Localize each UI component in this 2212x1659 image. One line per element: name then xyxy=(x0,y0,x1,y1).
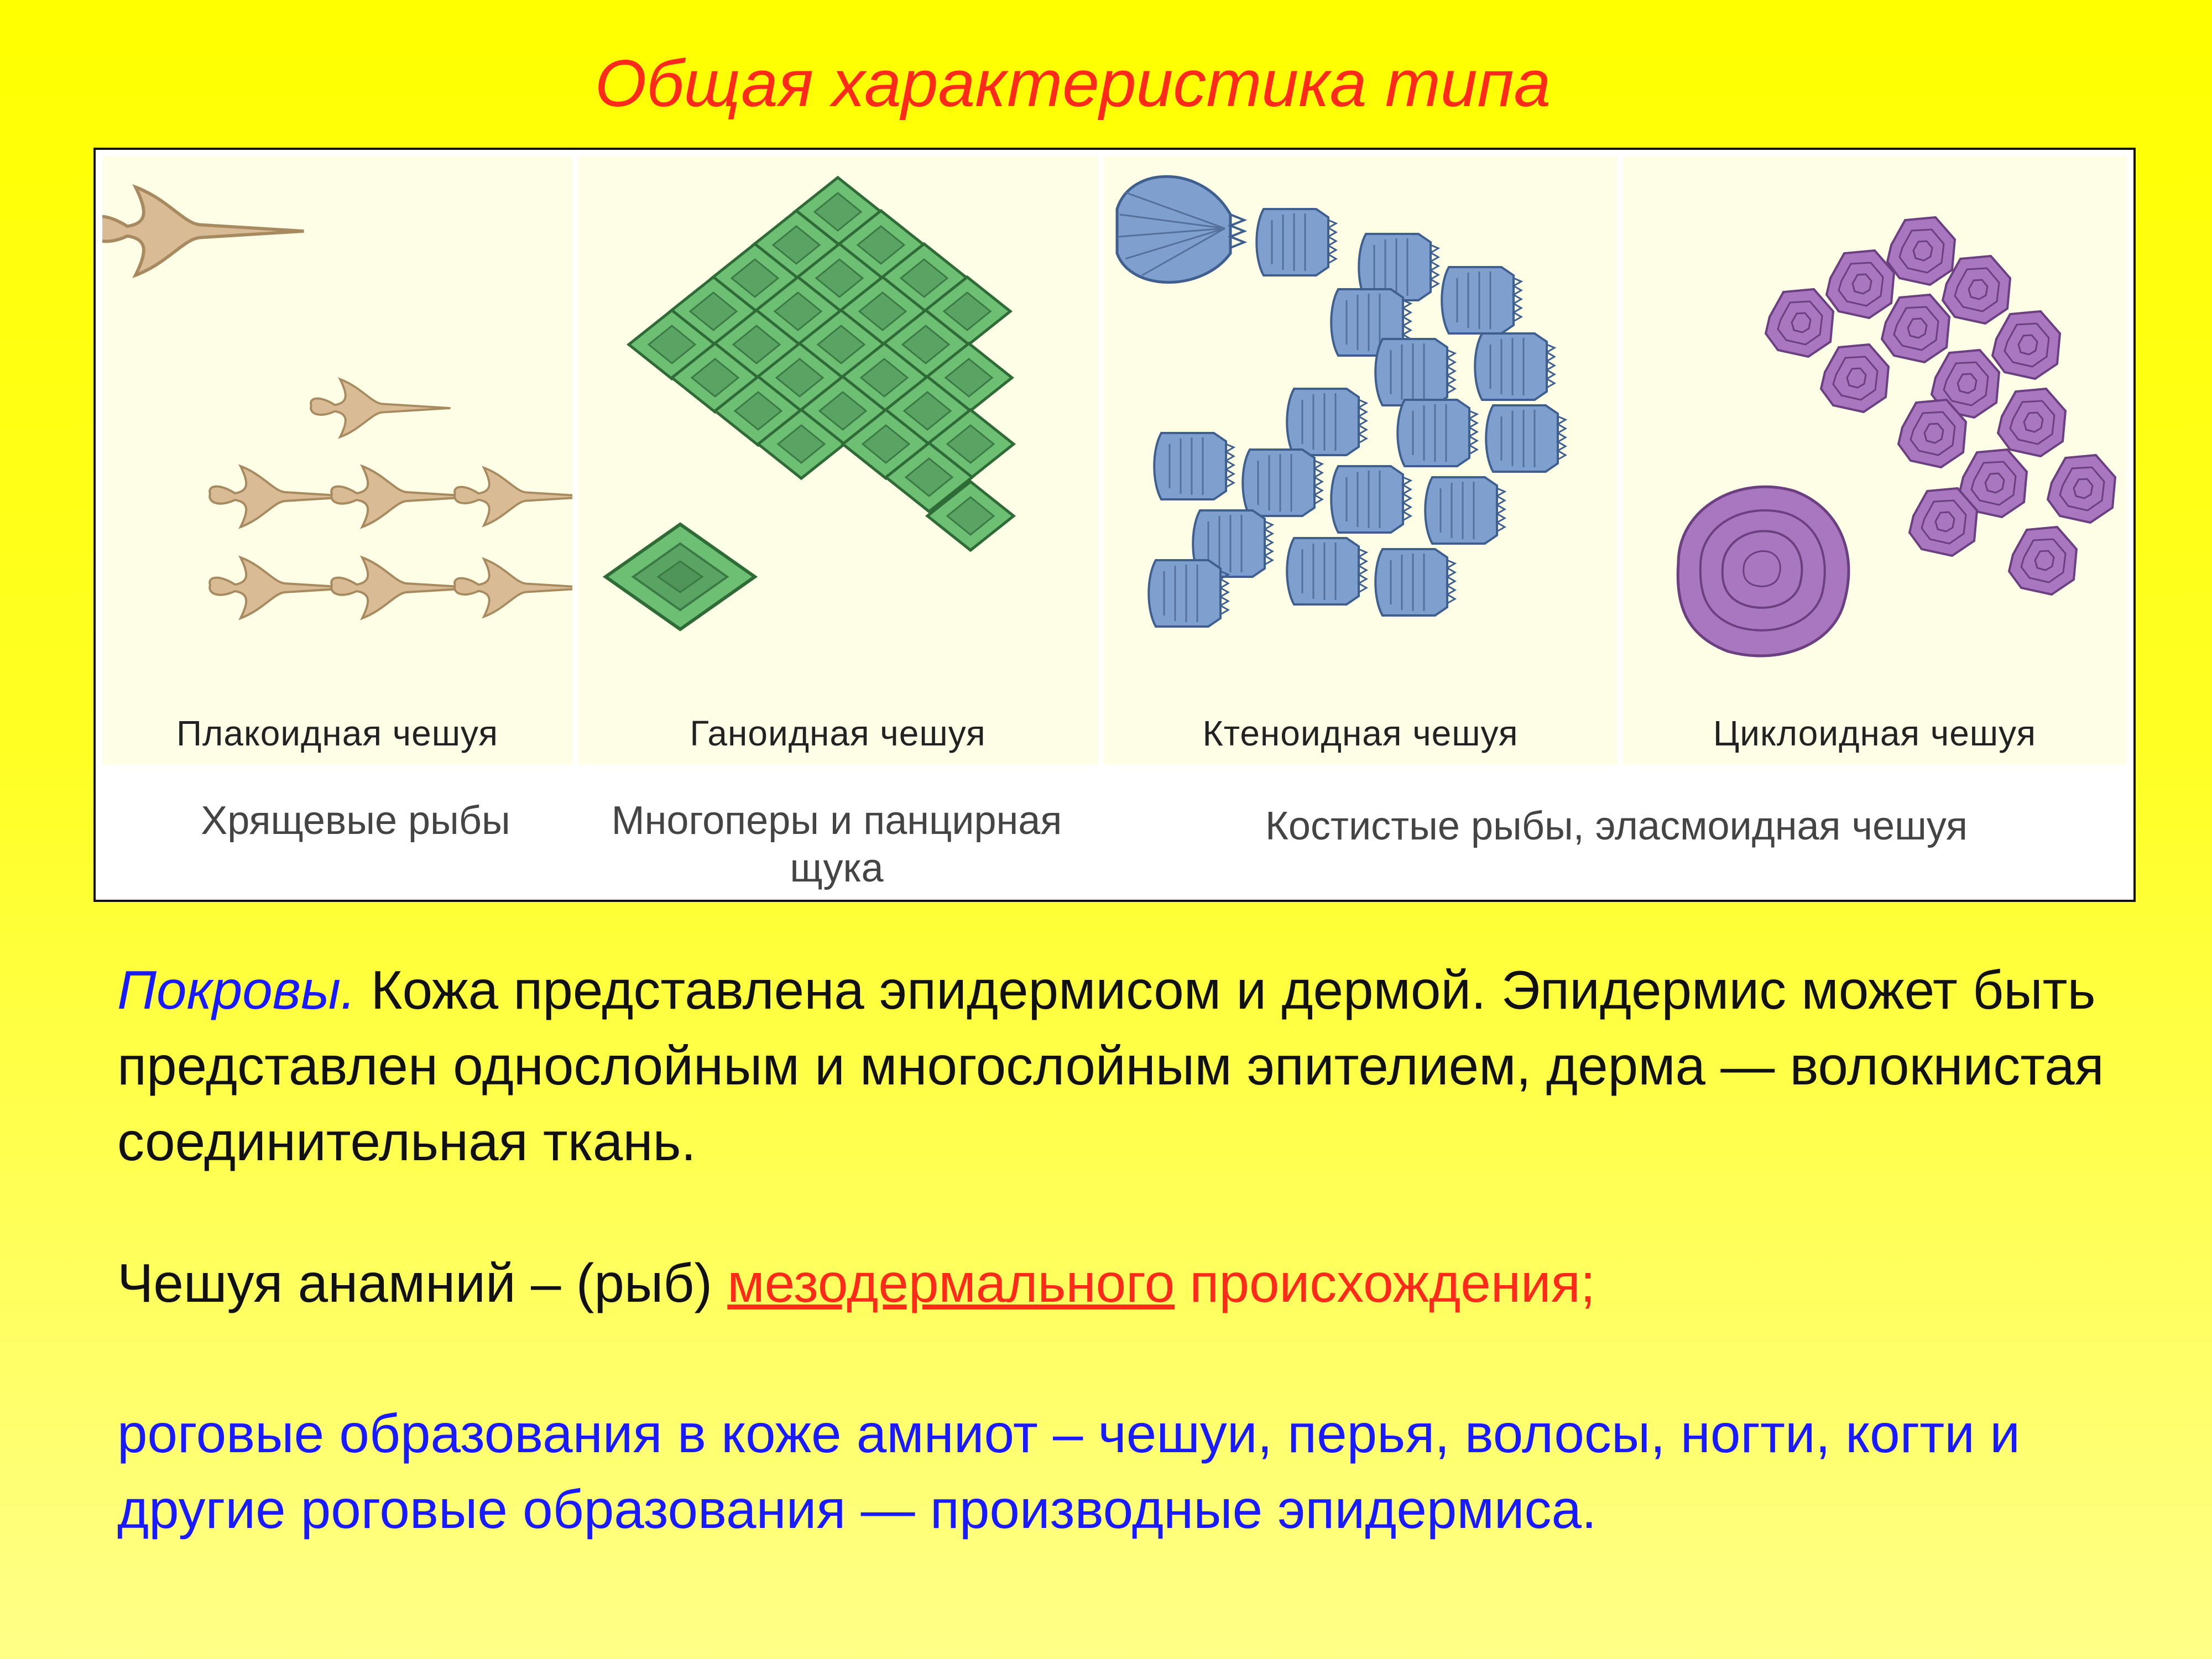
panel-ganoid xyxy=(578,156,1098,765)
panel-ctenoid xyxy=(1103,156,1618,765)
panel-placoid xyxy=(102,156,572,765)
group-label-bony: Костистые рыбы, эласмоидная чешуя xyxy=(1265,804,1968,848)
ganoid-scale-icon xyxy=(578,156,1098,687)
scale-types-figure xyxy=(93,148,2136,902)
panel-cycloid xyxy=(1623,156,2126,765)
paragraph-anamnia-tail: происхождения; xyxy=(1175,1253,1595,1313)
paragraph-lead: Покровы. xyxy=(117,959,356,1020)
ctenoid-scale-icon xyxy=(1103,156,1618,687)
slide-title: Общая характеристика типа xyxy=(594,46,1551,121)
placoid-scale-icon xyxy=(102,156,572,687)
scale-label-cycloid: Циклоидная чешуя xyxy=(1713,713,2037,753)
mesodermal-link[interactable]: мезодермального xyxy=(727,1253,1175,1313)
paragraph-anamnia-text: Чешуя анамний – (рыб) xyxy=(117,1253,728,1313)
scale-label-ctenoid: Ктеноидная чешуя xyxy=(1202,713,1519,753)
group-label-cartilaginous: Хрящевые рыбы xyxy=(201,799,510,843)
group-label-bichirs: Многоперы и панцирная щука xyxy=(611,799,1062,891)
scale-label-ganoid: Ганоидная чешуя xyxy=(690,713,986,753)
cycloid-scale-icon xyxy=(1623,156,2126,687)
paragraph-integument xyxy=(117,952,2130,1180)
paragraph-anamnia-scales xyxy=(117,1245,2130,1321)
scale-label-placoid: Плакоидная чешуя xyxy=(176,713,498,753)
paragraph-integument-text: Кожа представлена эпидермисом и дермой. Эпидермис может быть представлен однослойным и многослойным эпителием, дерма — волокнистая соединительная ткань. xyxy=(117,959,2104,1172)
paragraph-amniote-horn: роговые образования в коже амниот – чешуи, перья, волосы, ногти, когти и другие роговые образования — производные эпидермиса. xyxy=(117,1403,2021,1540)
